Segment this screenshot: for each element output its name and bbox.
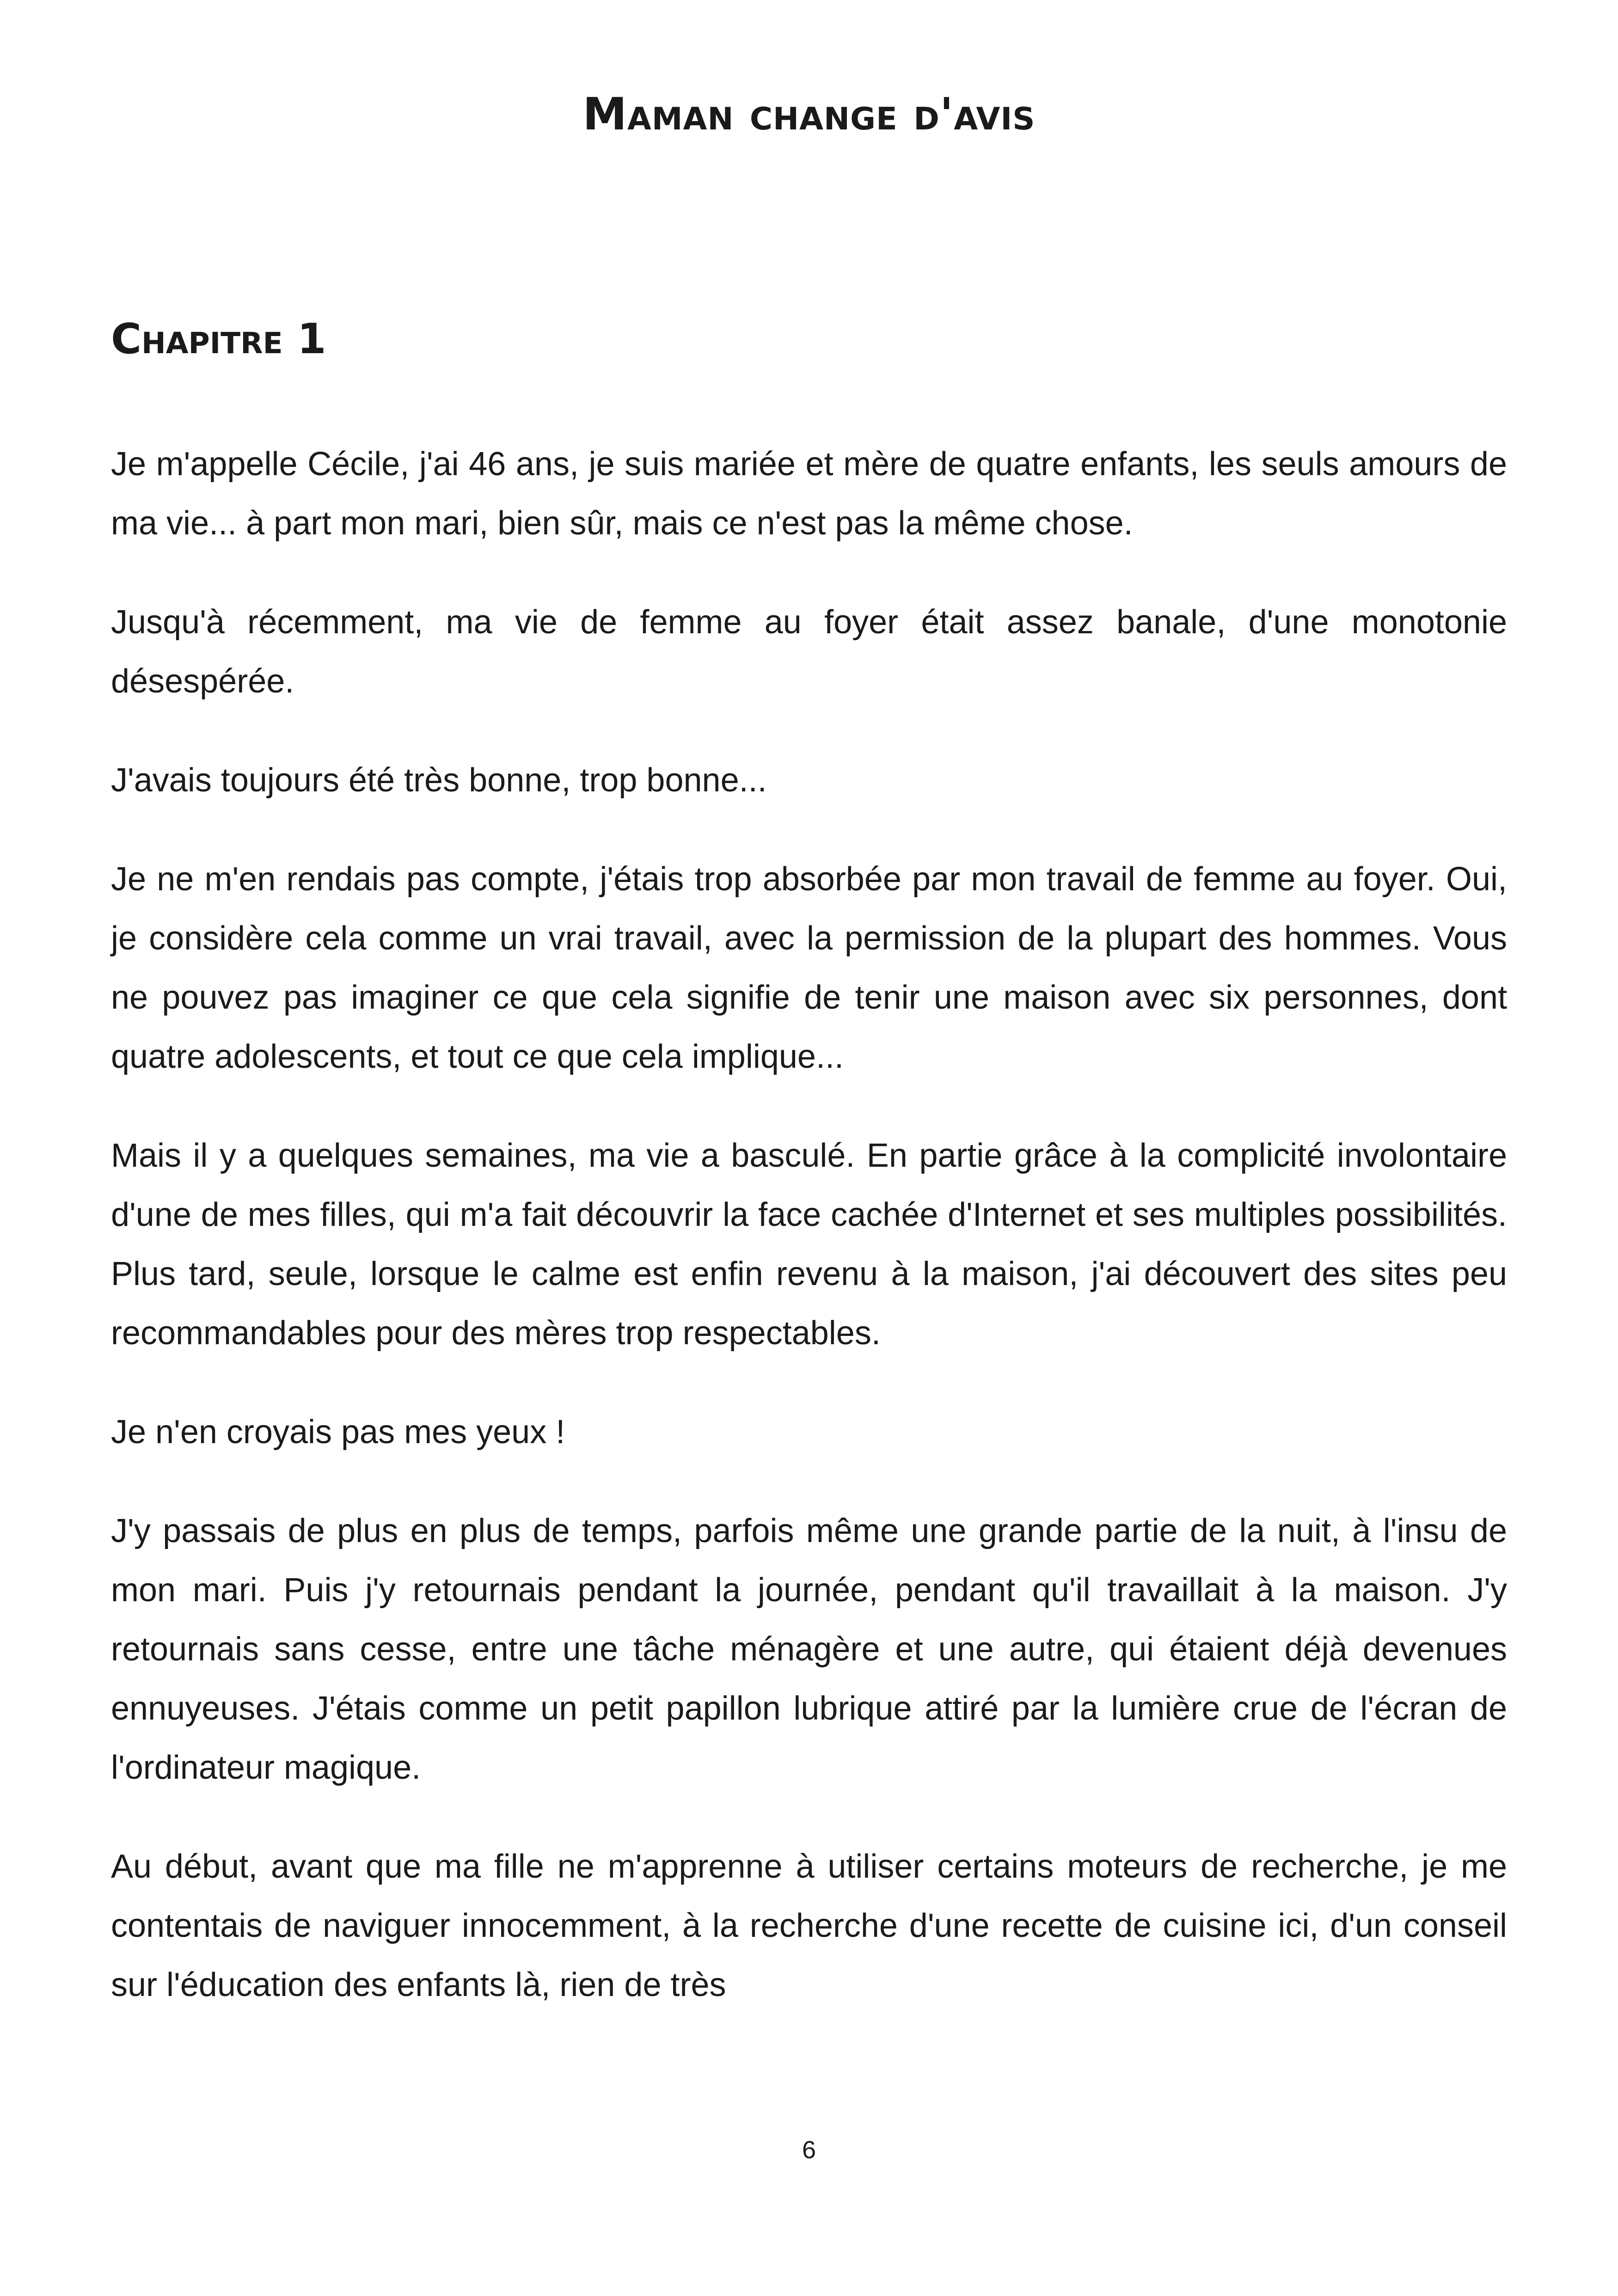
body-text xyxy=(111,435,1507,2014)
chapter-title: Chapitre 1 xyxy=(111,315,326,363)
paragraph-3: J'avais toujours été très bonne, trop bonne... xyxy=(111,762,767,799)
paragraph-4: Je ne m'en rendais pas compte, j'étais trop absorbée par mon travail de femme au foyer. Oui, je considère cela comme un vrai travail, avec la permission de la plupart des hommes. Vous ne pouvez pas imaginer ce que cela signifie de tenir une maison avec six personnes, dont quatre adolescents, et tout ce que cela implique... xyxy=(111,861,1507,1075)
paragraph-8: Au début, avant que ma fille ne m'apprenne à utiliser certains moteurs de recherche, je me contentais de naviguer innocemment, à la recherche d'une recette de cuisine ici, d'un conseil sur l'éducation des enfants là, rien de très xyxy=(111,1848,1507,2003)
book-title: Maman change d'avis xyxy=(582,88,1036,140)
page-number: 6 xyxy=(802,2136,816,2164)
paragraph-5: Mais il y a quelques semaines, ma vie a basculé. En partie grâce à la complicité involontaire d'une de mes filles, qui m'a fait découvrir la face cachée d'Internet et ses multiples possibilités. Plus tard, seule, lorsque le calme est enfin revenu à la maison, j'ai découvert des sites peu recommandables pour des mères trop respectables. xyxy=(111,1137,1507,1352)
paragraph-7: J'y passais de plus en plus de temps, parfois même une grande partie de la nuit, à l'insu de mon mari. Puis j'y retournais pendant la journée, pendant qu'il travaillait à la maison. J'y retournais sans cesse, entre une tâche ménagère et une autre, qui étaient déjà devenues ennuyeuses. J'étais comme un petit papillon lubrique attiré par la lumière crue de l'écran de l'ordinateur magique. xyxy=(111,1512,1507,1786)
paragraph-1: Je m'appelle Cécile, j'ai 46 ans, je suis mariée et mère de quatre enfants, les seuls amours de ma vie... à part mon mari, bien sûr, mais ce n'est pas la même chose. xyxy=(111,446,1507,542)
paragraph-6: Je n'en croyais pas mes yeux ! xyxy=(111,1414,565,1451)
paragraph-2: Jusqu'à récemment, ma vie de femme au foyer était assez banale, d'une monotonie désespérée. xyxy=(111,604,1507,700)
